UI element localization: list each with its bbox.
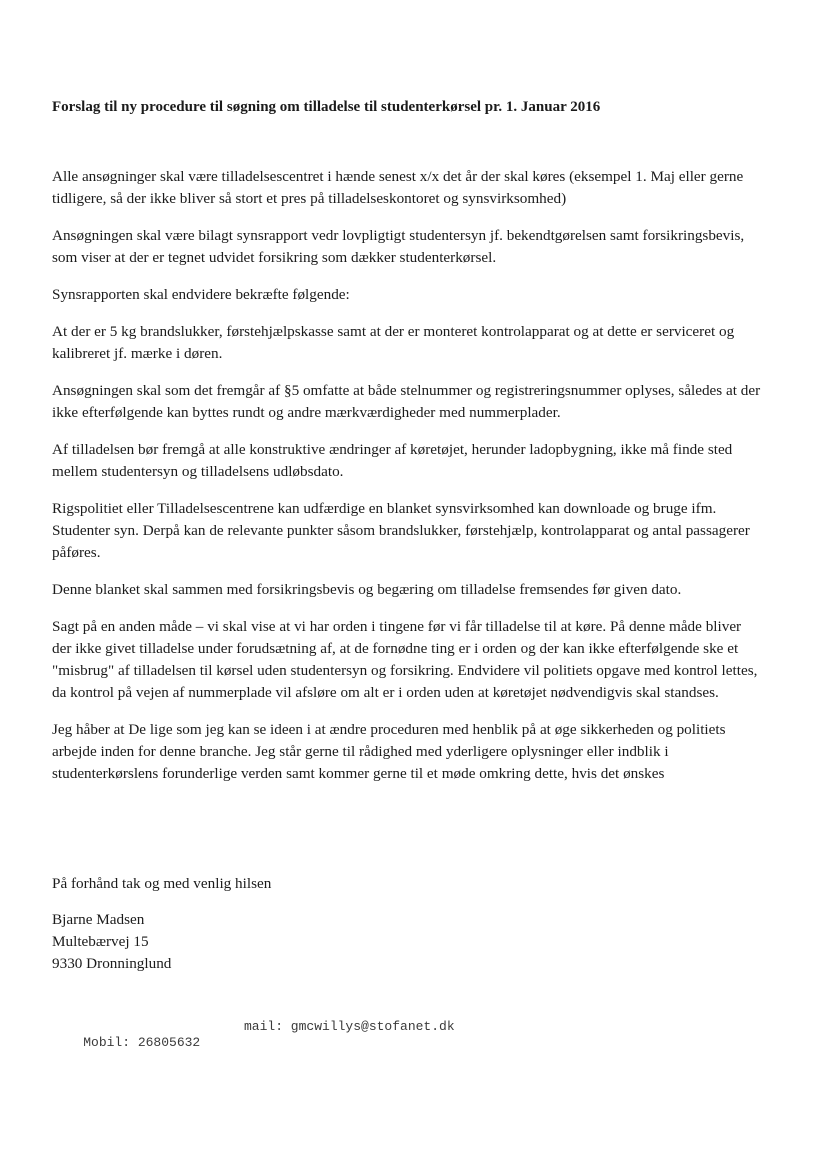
contact-mail: mail: gmcwillys@stofanet.dk: [244, 1019, 455, 1034]
paragraph-form: Rigspolitiet eller Tilladelsescentrene kan udfærdige en blanket synsvirksomhed kan downloade og bruge ifm. Studenter syn. Derpå kan de relevante punkter såsom brandslukker, førstehjælp, kontrolapparat og antal passagerer påføres.: [52, 500, 750, 561]
sender-name: Bjarne Madsen: [52, 911, 145, 928]
sender-city: 9330 Dronninglund: [52, 955, 172, 972]
contact-mobile: Mobil: 26805632: [83, 1035, 201, 1050]
sender-address: [52, 909, 552, 975]
paragraph-conclusion: Jeg håber at De lige som jeg kan se ideen i at ændre proceduren med henblik på at øge sikkerheden og politiets arbejde inden for denne branche. Jeg står gerne til rådighed med yderligere oplysninger eller indblik i studenterkørslens forunderlige verden samt kommer gerne til et møde omkring dette, hvis det ønskes: [52, 721, 726, 782]
paragraph-submission: Denne blanket skal sammen med forsikringsbevis og begæring om tilladelse fremsendes før given dato.: [52, 581, 682, 598]
letter-closing: [52, 873, 552, 975]
closing-greeting: På forhånd tak og med venlig hilsen: [52, 875, 272, 892]
letter-body: [52, 166, 762, 800]
document-title: Forslag til ny procedure til søgning om tilladelse til studenterkørsel pr. 1. Januar 2016: [52, 99, 601, 115]
paragraph-modifications: Af tilladelsen bør fremgå at alle konstruktive ændringer af køretøjet, herunder ladopbygning, ikke må finde sted mellem studentersyn og tilladelsens udløbsdato.: [52, 441, 733, 480]
paragraph-vehicle-ids: Ansøgningen skal som det fremgår af §5 omfatte at både stelnummer og registreringsnummer oplyses, således at der ikke efterfølgende kan byttes rundt og andre mærkværdigheder med nummerplader.: [52, 382, 761, 421]
paragraph-deadline: Alle ansøgninger skal være tilladelsescentret i hænde senest x/x det år der skal køres (eksempel 1. Maj eller gerne tidligere, så der ikke bliver så stort et pres på tilladelseskontoret og synsvirksomhed): [52, 168, 744, 207]
paragraph-inspection-intro: Synsrapporten skal endvidere bekræfte følgende:: [52, 286, 350, 303]
sender-street: Multebærvej 15: [52, 933, 149, 950]
paragraph-attachments: Ansøgningen skal være bilagt synsrapport vedr lovpligtigt studentersyn jf. bekendtgørelsen samt forsikringsbevis, som viser at der er tegnet udvidet forsikring som dækker studenterkørsel.: [52, 227, 745, 266]
paragraph-equipment: At der er 5 kg brandslukker, førstehjælpskasse samt at der er monteret kontrolapparat og at dette er serviceret og kalibreret jf. mærke i døren.: [52, 323, 735, 362]
paragraph-rationale: Sagt på en anden måde – vi skal vise at vi har orden i tingene før vi får tilladelse til at køre. På denne måde bliver der ikke givet tilladelse under forudsætning af, at de fornødne ting er i orden og der kan ikke efterfølgende ske et "misbrug" af tilladelsen til kørsel uden studentersyn og forsikring. Endvidere vil politiets opgave med kontrol lettes, da kontrol på vejen af nummerplade vil afsløre om alt er i orden uden at køretøjet nødvendigvis skal standses.: [52, 618, 758, 701]
contact-line: [52, 1019, 552, 1083]
